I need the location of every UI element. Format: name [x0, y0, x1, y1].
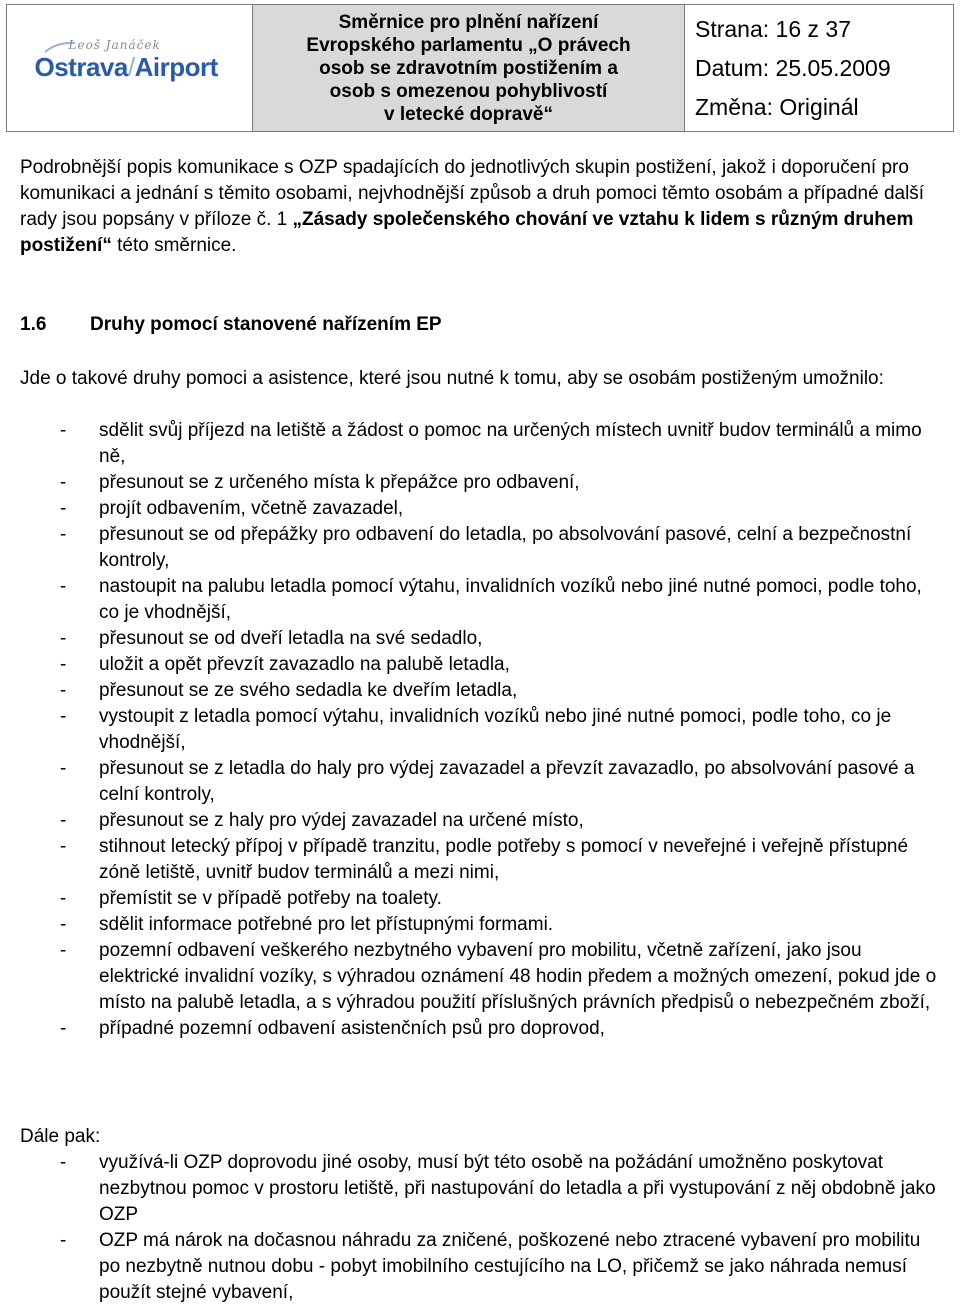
list-item	[20, 574, 940, 626]
title-line: osob s omezenou pohyblivostí	[329, 80, 608, 102]
list-item	[20, 912, 940, 938]
list-dash: -	[60, 706, 67, 727]
ostrava-airport-logo	[35, 38, 225, 98]
list-item	[20, 678, 940, 704]
list-item	[20, 886, 940, 912]
list-dash: -	[60, 498, 67, 519]
list-item-text: přesunout se z haly pro výdej zavazadel na určené místo,	[99, 810, 584, 831]
list-item-text: uložit a opět převzít zavazadlo na palubě letadla,	[99, 654, 510, 675]
list-item-text: přesunout se od dveří letadla na své sedadlo,	[99, 628, 483, 649]
list-item	[20, 418, 940, 470]
list-item-text: stihnout letecký přípoj v případě tranzitu, podle potřeby s pomocí v neveřejné i veřejně přístupné zóně letiště, uvnitř budov terminálů a mezi nimi,	[99, 836, 909, 883]
list-dash: -	[60, 680, 67, 701]
document-change: Změna: Originál	[695, 94, 859, 121]
list-item-text: OZP má nárok na dočasnou náhradu za zničené, poškozené nebo ztracené vybavení pro mobilitu po nezbytně nutnou dobu - pobyt imobilního cestujícího na LO, přičemž se jako náhrada nemusí použít stejné vybavení,	[99, 1230, 921, 1303]
further-list	[20, 1150, 940, 1306]
logo-signature: Leoš Janáček	[68, 38, 161, 52]
list-dash: -	[60, 914, 67, 935]
list-dash: -	[60, 1230, 67, 1251]
annex-reference: „Zásady společenského chování ve vztahu k lidem s různým druhem postižení“	[20, 209, 914, 256]
list-item-text: přemístit se v případě potřeby na toalety.	[99, 888, 442, 909]
list-dash: -	[60, 420, 67, 441]
list-item-text: využívá-li OZP doprovodu jiné osoby, musí být této osobě na požádání umožněno poskytovat nezbytnou pomoc v prostoru letiště, při nastupování do letadla a při vystupování z něj obdobně jako OZP	[99, 1152, 936, 1225]
list-item-text: přesunout se z určeného místa k přepážce pro odbavení,	[99, 472, 580, 493]
list-item-text: přesunout se z letadla do haly pro výdej zavazadel a převzít zavazadlo, po absolvování pasové a celní kontroly,	[99, 758, 915, 805]
logo-brand: Ostrava/Airport	[34, 52, 218, 82]
list-dash: -	[60, 524, 67, 545]
list-item-text: pozemní odbavení veškerého nezbytného vybavení pro mobilitu, včetně zařízení, jako jsou elektrické invalidní vozíky, s výhradou oznámení 48 hodin předem a možných omezení, pokud jde o místo na palubě letadla, a s výhradou použití příslušných právních předpisů o nebezpečném zboží,	[99, 940, 937, 1013]
document-date: Datum: 25.05.2009	[695, 54, 891, 81]
list-item	[20, 808, 940, 834]
list-dash: -	[60, 654, 67, 675]
list-item-text: sdělit informace potřebné pro let přístupnými formami.	[99, 914, 554, 935]
document-header	[6, 4, 954, 132]
list-dash: -	[60, 888, 67, 909]
intro-paragraph: Podrobnější popis komunikace s OZP spadajících do jednotlivých skupin postižení, jakož i doporučení pro komunikaci a jednání s těmito osobami, nejvhodnější způsob a druh pomoci těmto osobám a případné další rady jsou popsány v příloze č. 1 „Zásady společenského chování ve vztahu k lidem s různým druhem postižení“ této směrnice.	[20, 157, 925, 256]
assistance-list	[20, 418, 940, 1042]
list-dash: -	[60, 940, 67, 961]
list-item	[20, 1016, 940, 1042]
list-item-text: nastoupit na palubu letadla pomocí výtahu, invalidních vozíků nebo jiné nutné pomoci, podle toho, co je vhodnější,	[99, 576, 922, 623]
section-heading	[20, 312, 442, 338]
list-dash: -	[60, 1152, 67, 1173]
list-dash: -	[60, 472, 67, 493]
list-dash: -	[60, 836, 67, 857]
title-line: Evropského parlamentu „O právech	[306, 34, 631, 56]
list-dash: -	[60, 1018, 67, 1039]
title-line: Směrnice pro plnění nařízení	[338, 11, 599, 33]
list-item	[20, 522, 940, 574]
page-number: Strana: 16 z 37	[695, 15, 851, 42]
list-item-text: přesunout se od přepážky pro odbavení do letadla, po absolvování pasové, celní a bezpečnostní kontroly,	[99, 524, 912, 571]
section-number: 1.6	[20, 314, 47, 335]
title-line: osob se zdravotním postižením a	[319, 57, 618, 79]
list-dash: -	[60, 628, 67, 649]
list-item	[20, 626, 940, 652]
list-item	[20, 496, 940, 522]
list-item	[20, 1150, 940, 1228]
section-intro: Jde o takové druhy pomoci a asistence, které jsou nutné k tomu, aby se osobám postiženým umožnilo:	[20, 368, 884, 389]
section-title: Druhy pomocí stanovené nařízením EP	[90, 314, 442, 335]
list-item	[20, 652, 940, 678]
list-item	[20, 938, 940, 1016]
list-item	[20, 704, 940, 756]
list-item	[20, 470, 940, 496]
document-title	[253, 5, 685, 131]
list-item-text: přesunout se ze svého sedadla ke dveřím letadla,	[99, 680, 518, 701]
document-meta	[685, 5, 953, 131]
list-item-text: sdělit svůj příjezd na letiště a žádost o pomoc na určených místech uvnitř budov terminálů a mimo ně,	[99, 420, 922, 467]
list-item	[20, 834, 940, 886]
title-line: v letecké dopravě“	[384, 103, 553, 125]
logo-cell	[7, 5, 253, 131]
list-item	[20, 756, 940, 808]
list-dash: -	[60, 576, 67, 597]
list-item-text: vystoupit z letadla pomocí výtahu, invalidních vozíků nebo jiné nutné pomoci, podle toho, co je vhodnější,	[99, 706, 892, 753]
further-label: Dále pak:	[20, 1126, 101, 1147]
list-dash: -	[60, 758, 67, 779]
list-dash: -	[60, 810, 67, 831]
list-item-text: projít odbavením, včetně zavazadel,	[99, 498, 404, 519]
list-item	[20, 1228, 940, 1306]
list-item-text: případné pozemní odbavení asistenčních psů pro doprovod,	[99, 1018, 605, 1039]
